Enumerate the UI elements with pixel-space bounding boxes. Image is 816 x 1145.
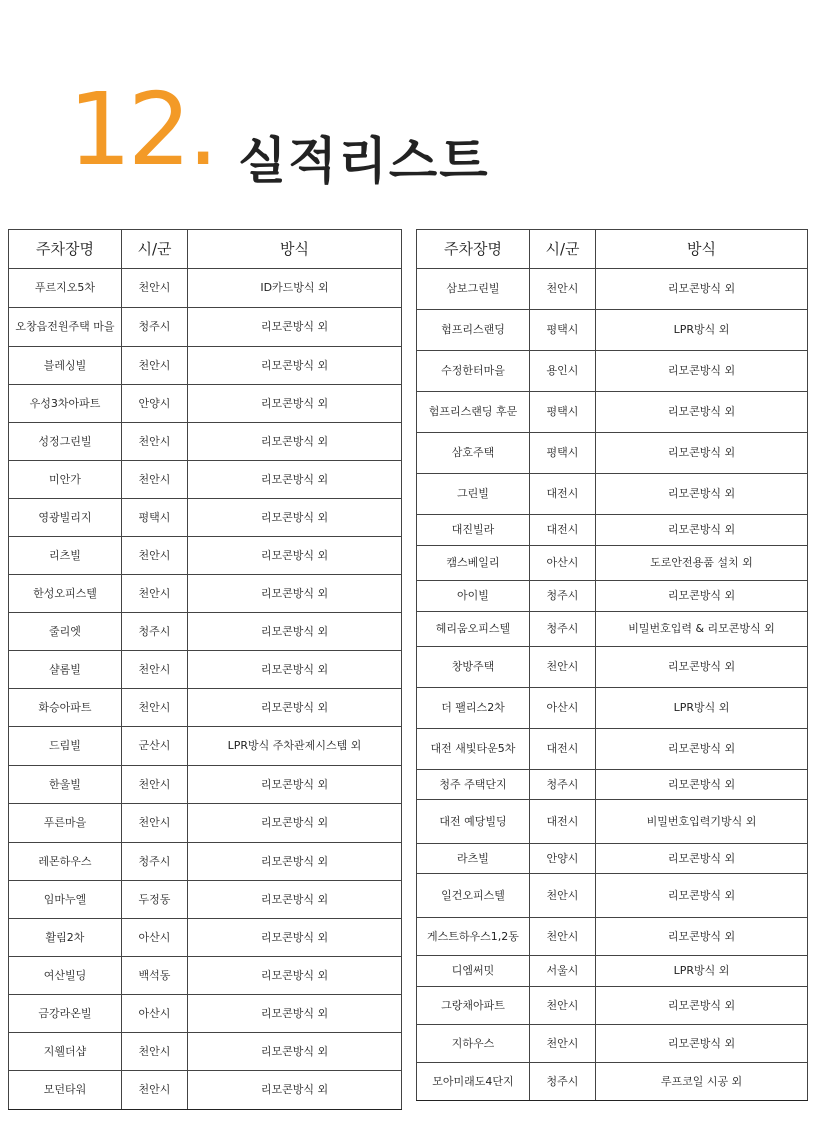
method-name: 리모콘방식 외 [596, 392, 808, 433]
table-row [9, 308, 402, 347]
table-row [9, 269, 402, 308]
city-name: 천안시 [122, 1071, 188, 1110]
parking-lot-name: 모아미래도4단지 [417, 1063, 530, 1101]
method-name: 리모콘방식 외 [596, 474, 808, 515]
table-row [417, 474, 808, 515]
table-row [9, 1033, 402, 1071]
parking-lot-name: 성정그린빌 [9, 423, 122, 461]
column-header: 방식 [188, 230, 402, 269]
table-row [417, 729, 808, 770]
city-name: 청주시 [530, 1063, 596, 1101]
city-name: 안양시 [122, 385, 188, 423]
city-name: 아산시 [530, 688, 596, 729]
table-row [417, 433, 808, 474]
method-name: 리모콘방식 외 [596, 918, 808, 956]
city-name: 안양시 [530, 844, 596, 874]
city-name: 천안시 [122, 804, 188, 843]
parking-lot-name: 대전 예당빌딩 [417, 800, 530, 844]
method-name: LPR방식 주차관제시스템 외 [188, 727, 402, 766]
table-header-row [417, 230, 808, 269]
method-name: 리모콘방식 외 [596, 874, 808, 918]
method-name: LPR방식 외 [596, 688, 808, 729]
table-row [9, 499, 402, 537]
parking-lot-name: 수정한터마을 [417, 351, 530, 392]
table-row [417, 688, 808, 729]
table-row [9, 919, 402, 957]
parking-lot-name: 아이빌 [417, 581, 530, 612]
table-row [417, 581, 808, 612]
method-name: 리모콘방식 외 [188, 766, 402, 804]
parking-lot-name: 미안가 [9, 461, 122, 499]
city-name: 평택시 [530, 433, 596, 474]
method-name: 리모콘방식 외 [596, 515, 808, 546]
parking-lot-name: 블레싱빌 [9, 347, 122, 385]
parking-lot-name: 지하우스 [417, 1025, 530, 1063]
method-name: 리모콘방식 외 [596, 269, 808, 310]
method-name: 비밀번호입력기방식 외 [596, 800, 808, 844]
table-row [417, 515, 808, 546]
city-name: 서울시 [530, 956, 596, 987]
parking-lot-name: 캠스베일리 [417, 546, 530, 581]
table-row [9, 804, 402, 843]
city-name: 천안시 [122, 575, 188, 613]
method-name: 리모콘방식 외 [188, 461, 402, 499]
table-row [417, 987, 808, 1025]
parking-lot-name: 헤리움오피스텔 [417, 612, 530, 647]
reference-table-right [416, 229, 808, 1101]
method-name: 리모콘방식 외 [188, 651, 402, 689]
method-name: 리모콘방식 외 [188, 843, 402, 881]
city-name: 천안시 [122, 651, 188, 689]
method-name: 리모콘방식 외 [596, 1025, 808, 1063]
city-name: 천안시 [122, 689, 188, 727]
city-name: 천안시 [122, 423, 188, 461]
city-name: 두정동 [122, 881, 188, 919]
parking-lot-name: 대전 새빛타운5차 [417, 729, 530, 770]
city-name: 천안시 [122, 347, 188, 385]
method-name: 리모콘방식 외 [188, 804, 402, 843]
city-name: 천안시 [530, 1025, 596, 1063]
parking-lot-name: 레몬하우스 [9, 843, 122, 881]
city-name: 청주시 [122, 843, 188, 881]
method-name: 리모콘방식 외 [596, 581, 808, 612]
table-row [9, 727, 402, 766]
parking-lot-name: 리츠빌 [9, 537, 122, 575]
column-header: 방식 [596, 230, 808, 269]
method-name: 리모콘방식 외 [188, 957, 402, 995]
city-name: 평택시 [122, 499, 188, 537]
table-row [9, 766, 402, 804]
table-row [417, 392, 808, 433]
city-name: 평택시 [530, 310, 596, 351]
table-row [417, 647, 808, 688]
city-name: 청주시 [530, 612, 596, 647]
city-name: 천안시 [122, 1033, 188, 1071]
parking-lot-name: 푸른마을 [9, 804, 122, 843]
method-name: 리모콘방식 외 [188, 1071, 402, 1110]
parking-lot-name: 그린빌 [417, 474, 530, 515]
parking-lot-name: 험프리스랜딩 후문 [417, 392, 530, 433]
method-name: 리모콘방식 외 [188, 385, 402, 423]
table-row [9, 423, 402, 461]
page-title: 실적리스트 [238, 132, 490, 190]
city-name: 천안시 [530, 918, 596, 956]
table-row [9, 575, 402, 613]
parking-lot-name: 영광빌리지 [9, 499, 122, 537]
city-name: 천안시 [530, 269, 596, 310]
table-row [9, 613, 402, 651]
method-name: 리모콘방식 외 [188, 613, 402, 651]
parking-lot-name: 창방주택 [417, 647, 530, 688]
parking-lot-name: 일건오피스텔 [417, 874, 530, 918]
parking-lot-name: 험프리스랜딩 [417, 310, 530, 351]
city-name: 대전시 [530, 515, 596, 546]
city-name: 백석동 [122, 957, 188, 995]
parking-lot-name: 모던타워 [9, 1071, 122, 1110]
table-row [417, 546, 808, 581]
method-name: 리모콘방식 외 [596, 844, 808, 874]
parking-lot-name: 삼호주택 [417, 433, 530, 474]
method-name: 루프코일 시공 외 [596, 1063, 808, 1101]
method-name: 리모콘방식 외 [188, 919, 402, 957]
table-row [9, 843, 402, 881]
table-row [9, 461, 402, 499]
table-row [417, 310, 808, 351]
city-name: 대전시 [530, 729, 596, 770]
city-name: 용인시 [530, 351, 596, 392]
city-name: 천안시 [530, 874, 596, 918]
parking-lot-name: 활림2차 [9, 919, 122, 957]
city-name: 아산시 [122, 995, 188, 1033]
table-row [417, 1025, 808, 1063]
method-name: 리모콘방식 외 [596, 351, 808, 392]
city-name: 평택시 [530, 392, 596, 433]
method-name: 리모콘방식 외 [596, 433, 808, 474]
city-name: 청주시 [122, 613, 188, 651]
column-header: 주차장명 [9, 230, 122, 269]
city-name: 천안시 [122, 269, 188, 308]
table-row [417, 956, 808, 987]
method-name: 리모콘방식 외 [596, 729, 808, 770]
method-name: 리모콘방식 외 [188, 347, 402, 385]
method-name: 리모콘방식 외 [596, 770, 808, 800]
parking-lot-name: 그랑채아파트 [417, 987, 530, 1025]
city-name: 천안시 [122, 766, 188, 804]
table-row [9, 385, 402, 423]
city-name: 천안시 [122, 537, 188, 575]
table-row [9, 537, 402, 575]
parking-lot-name: 지웰더샵 [9, 1033, 122, 1071]
method-name: 리모콘방식 외 [596, 987, 808, 1025]
city-name: 군산시 [122, 727, 188, 766]
parking-lot-name: 임마누엘 [9, 881, 122, 919]
parking-lot-name: 삼보그린빌 [417, 269, 530, 310]
parking-lot-name: 디엠써밋 [417, 956, 530, 987]
method-name: 리모콘방식 외 [188, 689, 402, 727]
method-name: 리모콘방식 외 [188, 995, 402, 1033]
city-name: 대전시 [530, 800, 596, 844]
parking-lot-name: 화승아파트 [9, 689, 122, 727]
city-name: 아산시 [530, 546, 596, 581]
parking-lot-name: 오창읍전원주택 마을 [9, 308, 122, 347]
parking-lot-name: 한울빌 [9, 766, 122, 804]
table-row [417, 1063, 808, 1101]
method-name: 리모콘방식 외 [188, 308, 402, 347]
method-name: 리모콘방식 외 [596, 647, 808, 688]
parking-lot-name: 우성3차아파트 [9, 385, 122, 423]
parking-lot-name: 드림빌 [9, 727, 122, 766]
city-name: 청주시 [530, 581, 596, 612]
table-row [9, 957, 402, 995]
reference-table-left [8, 229, 402, 1110]
parking-lot-name: 줄리엣 [9, 613, 122, 651]
parking-lot-name: 청주 주택단지 [417, 770, 530, 800]
city-name: 천안시 [530, 647, 596, 688]
city-name: 천안시 [530, 987, 596, 1025]
method-name: 리모콘방식 외 [188, 881, 402, 919]
table-row [9, 689, 402, 727]
method-name: 리모콘방식 외 [188, 537, 402, 575]
city-name: 대전시 [530, 474, 596, 515]
table-header-row [9, 230, 402, 269]
method-name: LPR방식 외 [596, 310, 808, 351]
table-row [9, 347, 402, 385]
method-name: 리모콘방식 외 [188, 1033, 402, 1071]
city-name: 청주시 [122, 308, 188, 347]
city-name: 아산시 [122, 919, 188, 957]
parking-lot-name: 대진빌라 [417, 515, 530, 546]
section-number: 12. [68, 71, 216, 188]
method-name: 리모콘방식 외 [188, 575, 402, 613]
table-row [417, 351, 808, 392]
table-row [9, 1071, 402, 1110]
parking-lot-name: 푸르지오5차 [9, 269, 122, 308]
table-row [9, 881, 402, 919]
method-name: ID카드방식 외 [188, 269, 402, 308]
method-name: 도로안전용품 설치 외 [596, 546, 808, 581]
parking-lot-name: 한성오피스텔 [9, 575, 122, 613]
table-row [9, 995, 402, 1033]
city-name: 청주시 [530, 770, 596, 800]
table-row [417, 612, 808, 647]
table-row [417, 874, 808, 918]
parking-lot-name: 더 팰리스2차 [417, 688, 530, 729]
table-row [417, 269, 808, 310]
parking-lot-name: 게스트하우스1,2동 [417, 918, 530, 956]
parking-lot-name: 샬롬빌 [9, 651, 122, 689]
table-row [9, 651, 402, 689]
method-name: 리모콘방식 외 [188, 423, 402, 461]
method-name: 리모콘방식 외 [188, 499, 402, 537]
method-name: LPR방식 외 [596, 956, 808, 987]
column-header: 주차장명 [417, 230, 530, 269]
city-name: 천안시 [122, 461, 188, 499]
table-row [417, 844, 808, 874]
column-header: 시/군 [530, 230, 596, 269]
table-row [417, 770, 808, 800]
table-row [417, 918, 808, 956]
parking-lot-name: 여산빌딩 [9, 957, 122, 995]
parking-lot-name: 금강라온빌 [9, 995, 122, 1033]
parking-lot-name: 라츠빌 [417, 844, 530, 874]
column-header: 시/군 [122, 230, 188, 269]
table-row [417, 800, 808, 844]
method-name: 비밀번호입력 & 리모콘방식 외 [596, 612, 808, 647]
